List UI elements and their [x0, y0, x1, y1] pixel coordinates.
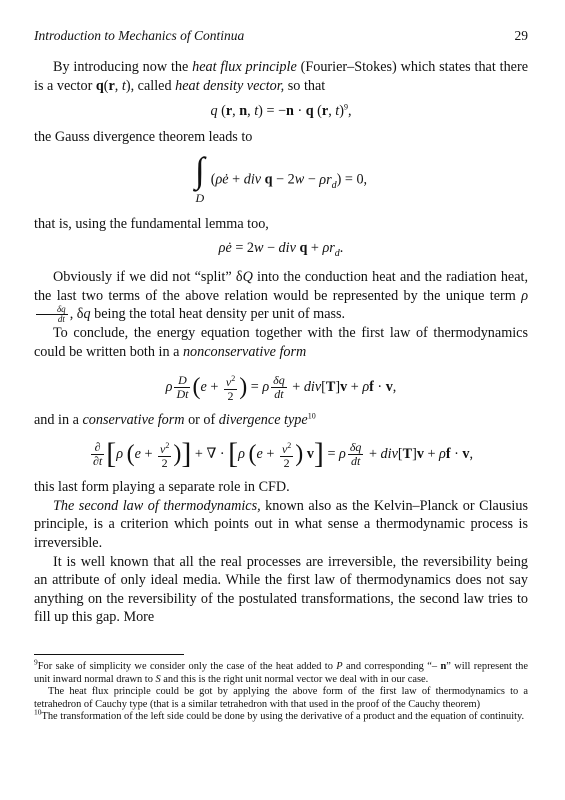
running-head [34, 28, 528, 44]
equation-local: ρė = 2w − div $q + \rho r_d$. [218, 239, 344, 259]
equation-heat-flux: q (r, n, t) = −n · q (r, t)$^9$, [210, 102, 352, 120]
paragraph-conclude: To conclude, the energy equation together with the first law of thermodynamics could be written both in a nonconservative form [34, 325, 528, 360]
footnote-9: $^9$For sake of simplicity we consider only the case of the heat added to P and corresponding “– n” will represent the unit inward normal drawn to S and this is the right unit normal vector we deal with in our case. [34, 657, 528, 685]
paragraph-second-law: The second law of thermodynamics, known also as the Kelvin–Planck or Clausius principle, is a criterion which points out in what sense a thermodynamic process is irreversible. [34, 497, 528, 551]
page [34, 28, 528, 627]
paragraph-conservative: and in a conservative form or of divergence type$^{10}$ [34, 410, 316, 428]
page-number: 29 [514, 28, 528, 43]
footnote-10: $^{10}$The transformation of the left side could be done by using the derivative of a product and the equation of continuity. [34, 707, 525, 723]
running-title: Introduction to Mechanics of Continua [34, 28, 245, 43]
body-text [34, 58, 528, 627]
equation-conservative: $\frac{\partial}{\partial t}$ [ρ (e + $\frac{v^2}{2}$ )] + ∇ · [ρ (e + $\frac{v^2}{2}$ ) v] = ρ $\frac{\delta q}{dt}$ + div[T]v + ρf · v, [92, 437, 474, 471]
footnotes [34, 654, 528, 724]
paragraph-lemma: that is, using the fundamental lemma too, [34, 215, 269, 232]
paragraph-irreversible: It is well known that all the real processes are irreversible, the reversibility being an attribute of only ideal media. While the first law of thermodynamics does not say anything on the reversibility of the postulated transformations, the second law tries to fill up this gap. More [34, 553, 528, 626]
paragraph-heat-flux: By introducing now the heat flux principle (Fourier–Stokes) which states that there is a vector q(r, t), called heat density vector, so that [34, 59, 528, 94]
footnote-marker-9: 9 [343, 102, 348, 112]
paragraph-cfd: this last form playing a separate role in CFD. [34, 479, 290, 496]
paragraph-gauss: the Gauss divergence theorem leads to [34, 128, 253, 145]
footnote-9-continued: The heat flux principle could be got by applying the above form of the first law of thermodynamics to a tetrahedron of Cauchy type (that is a similar tetrahedron with that used in the proof of the Cauchy theorem) [34, 686, 528, 710]
footnote-rule [34, 654, 184, 655]
equation-nonconservative: ρ $\frac{D}{Dt}$ (e + $\frac{v^2}{2}$ ) = ρ $\frac{\delta q}{dt}$ + div[T]v + ρf · v, [165, 372, 397, 403]
footnote-marker-10: 10 [307, 410, 316, 420]
paragraph-split: Obviously if we did not “split” δQ into the conduction heat and the radiation heat, the last two terms of the above relation would be represented by the unique term ρ $\frac{\delta q}{dt}$ , δq being the total heat density per unit of mass. [34, 268, 528, 325]
equation-integral: ∫ D (ρė + div $q - 2w - \rho r_d) = 0$, [194, 150, 368, 206]
